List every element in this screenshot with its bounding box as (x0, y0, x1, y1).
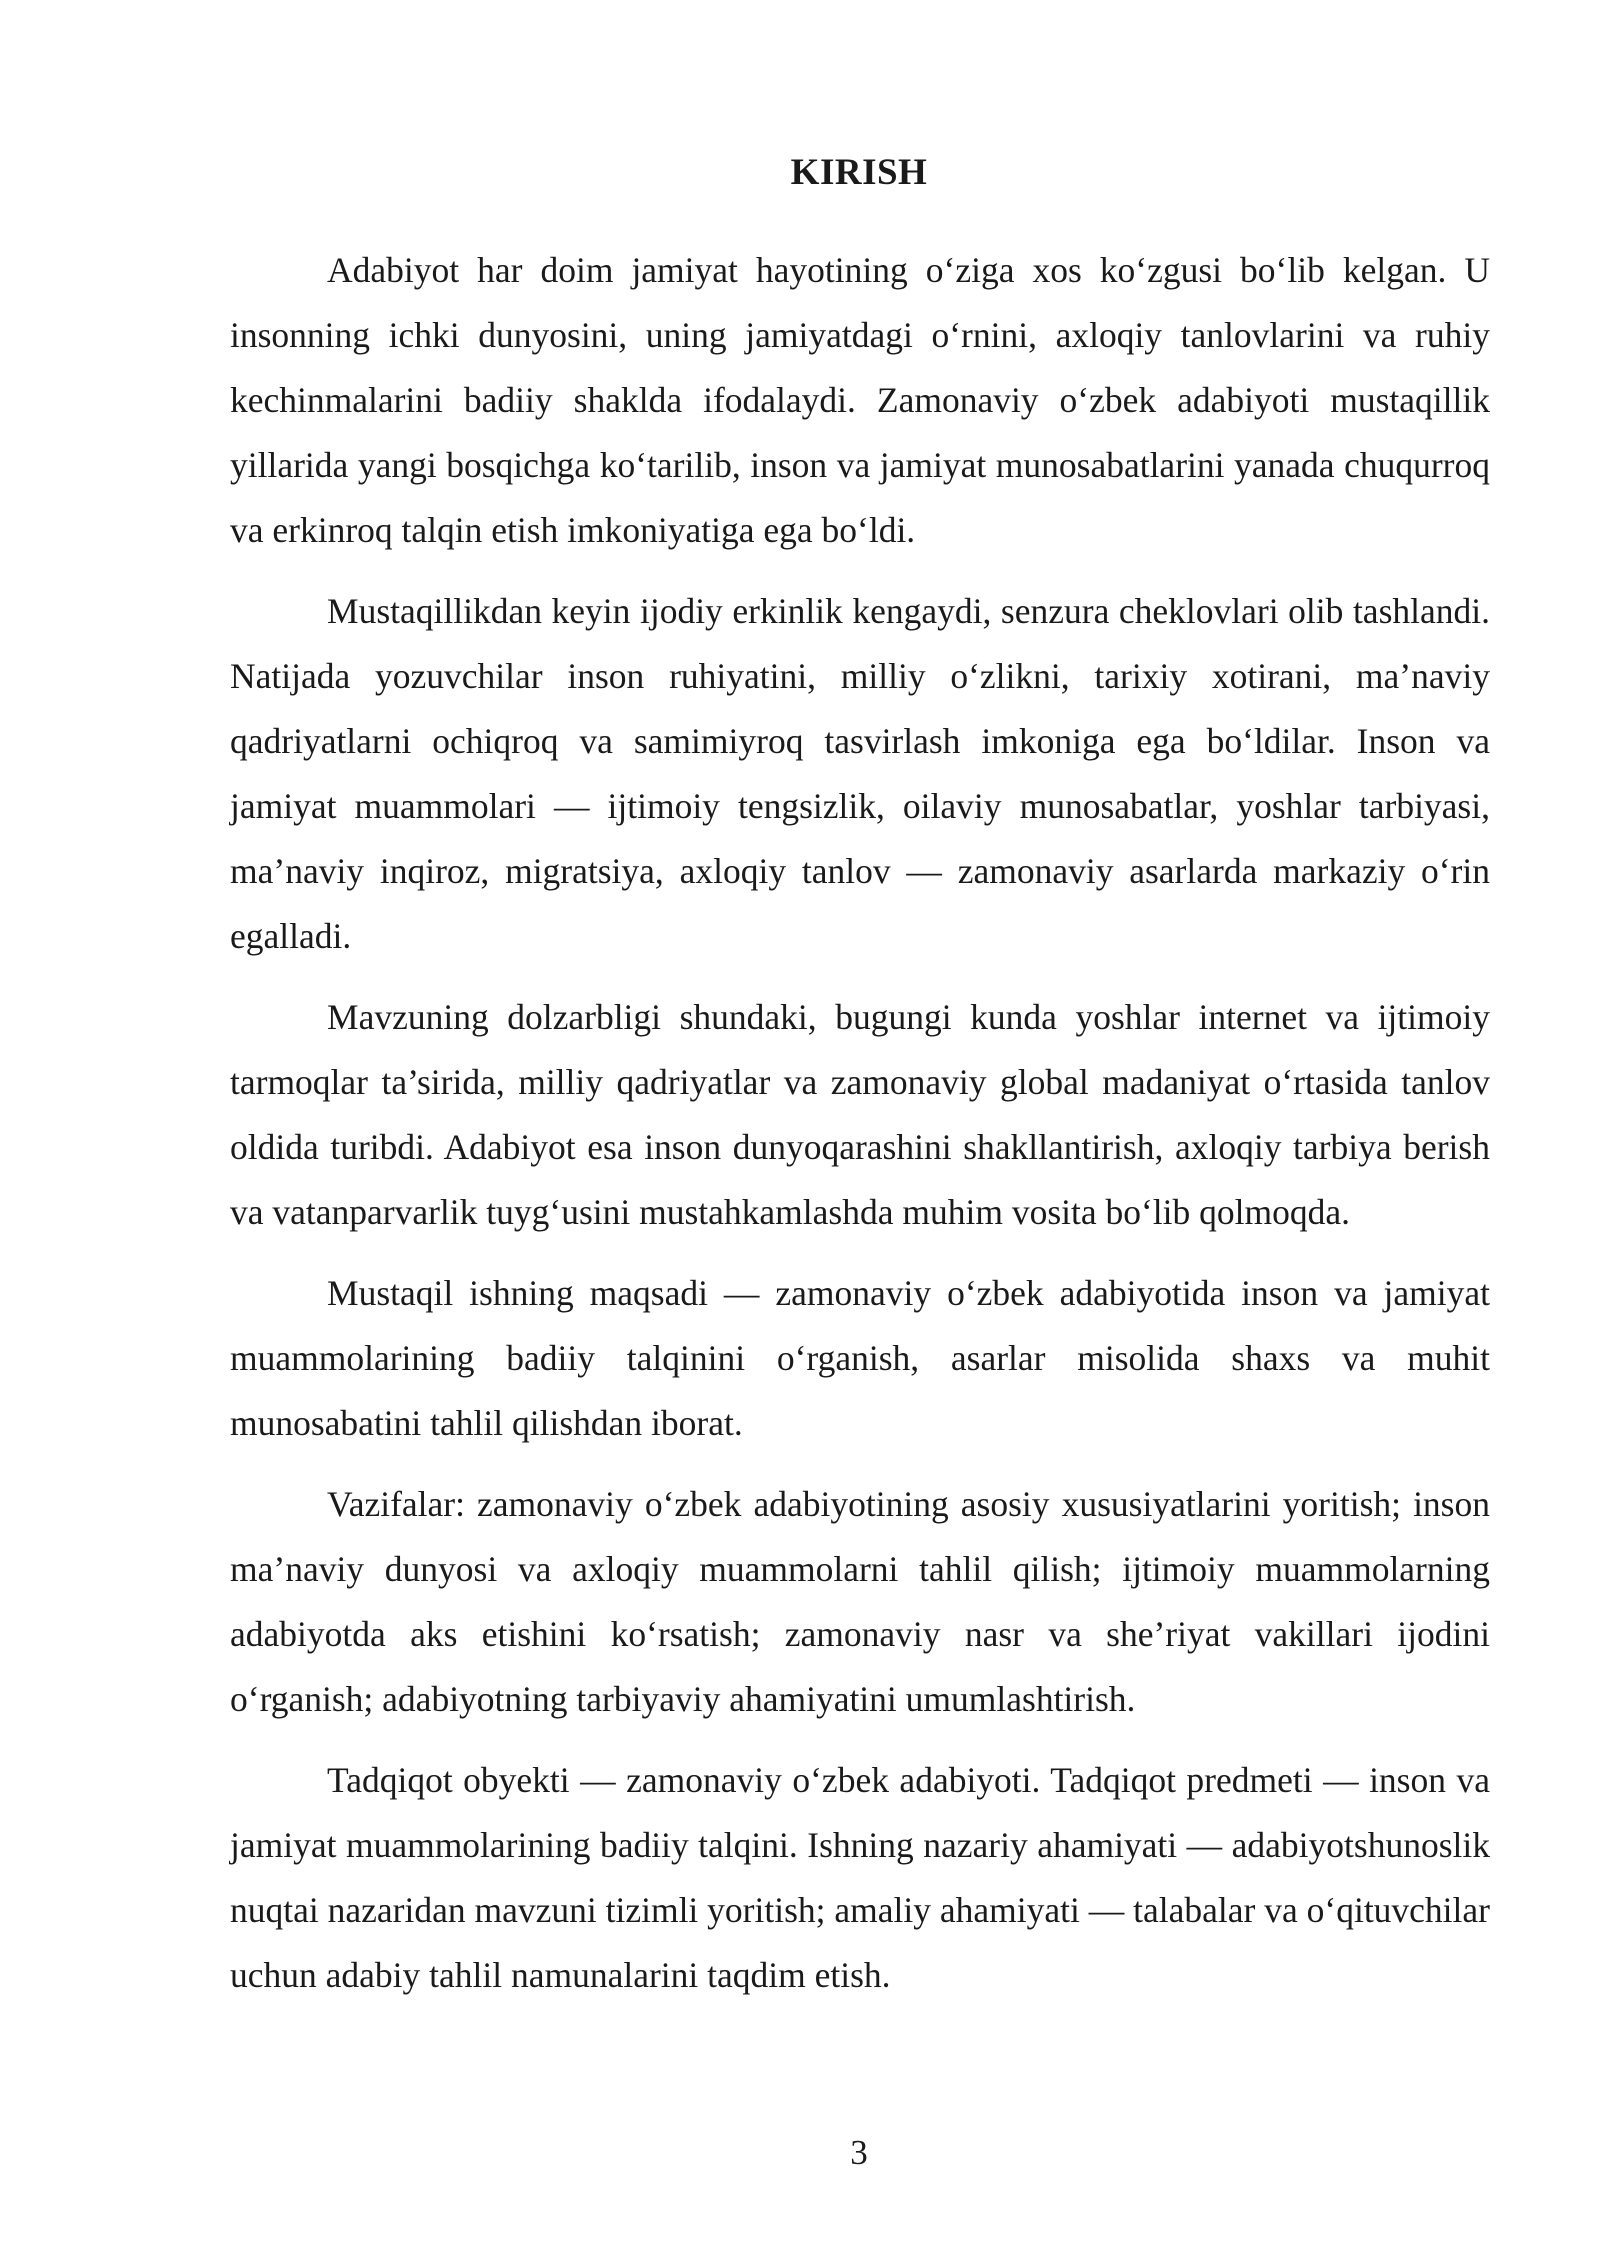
section-title: KIRISH (790, 152, 928, 193)
paragraph-tasks: Vazifalar: zamonaviy o‘zbek adabiyotining asosiy xususiyatlarini yoritish; inson ma’naviy dunyosi va axloqiy muammolarni tahlil qilish; ijtimoiy muammolarning adabiyotda aks etishini ko‘rsatish; zamonaviy nasr va she’riyat vakillari ijodini o‘rganish; adabiyotning tarbiyaviy ahamiyatini umumlashtirish. (230, 1484, 1490, 1719)
paragraph-introduction: Adabiyot har doim jamiyat hayotining o‘ziga xos ko‘zgusi bo‘lib kelgan. U insonning ichki dunyosini, uning jamiyatdagi o‘rnini, axloqiy tanlovlarini va ruhiy kechinmalarini badiiy shaklda ifodalaydi. Zamonaviy o‘zbek adabiyoti mustaqillik yillarida yangi bosqichga ko‘tarilib, inson va jamiyat munosabatlarini yanada chuqurroq va erkinroq talqin etish imkoniyatiga ega bo‘ldi. (230, 250, 1490, 550)
paragraph-independence: Mustaqillikdan keyin ijodiy erkinlik kengaydi, senzura cheklovlari olib tashlandi. Natijada yozuvchilar inson ruhiyatini, milliy o‘zlikni, tarixiy xotirani, ma’naviy qadriyatlarni ochiqroq va samimiyroq tasvirlash imkoniga ega bo‘ldilar. Inson va jamiyat muammolari — ijtimoiy tengsizlik, oilaviy munosabatlar, yoshlar tarbiyasi, ma’naviy inqiroz, migratsiya, axloqiy tanlov — zamonaviy asarlarda markaziy o‘rin egalladi. (230, 591, 1490, 956)
paragraph-relevance: Mavzuning dolzarbligi shundaki, bugungi kunda yoshlar internet va ijtimoiy tarmoqlar ta’sirida, milliy qadriyatlar va zamonaviy global madaniyat o‘rtasida tanlov oldida turibdi. Adabiyot esa inson dunyoqarashini shakllantirish, axloqiy tarbiya berish va vatanparvarlik tuyg‘usini mustahkamlashda muhim vosita bo‘lib qolmoqda. (230, 997, 1490, 1232)
paragraph-goal: Mustaqil ishning maqsadi — zamonaviy o‘zbek adabiyotida inson va jamiyat muammolarining badiiy talqinini o‘rganish, asarlar misolida shaxs va muhit munosabatini tahlil qilishdan iborat. (230, 1273, 1490, 1443)
body-text (230, 238, 1490, 2024)
page-number: 3 (850, 2133, 868, 2172)
paragraph-research-object: Tadqiqot obyekti — zamonaviy o‘zbek adabiyoti. Tadqiqot predmeti — inson va jamiyat muammolarining badiiy talqini. Ishning nazariy ahamiyati — adabiyotshunoslik nuqtai nazaridan mavzuni tizimli yoritish; amaliy ahamiyati — talabalar va o‘qituvchilar uchun adabiy tahlil namunalarini taqdim etish. (230, 1760, 1490, 1995)
